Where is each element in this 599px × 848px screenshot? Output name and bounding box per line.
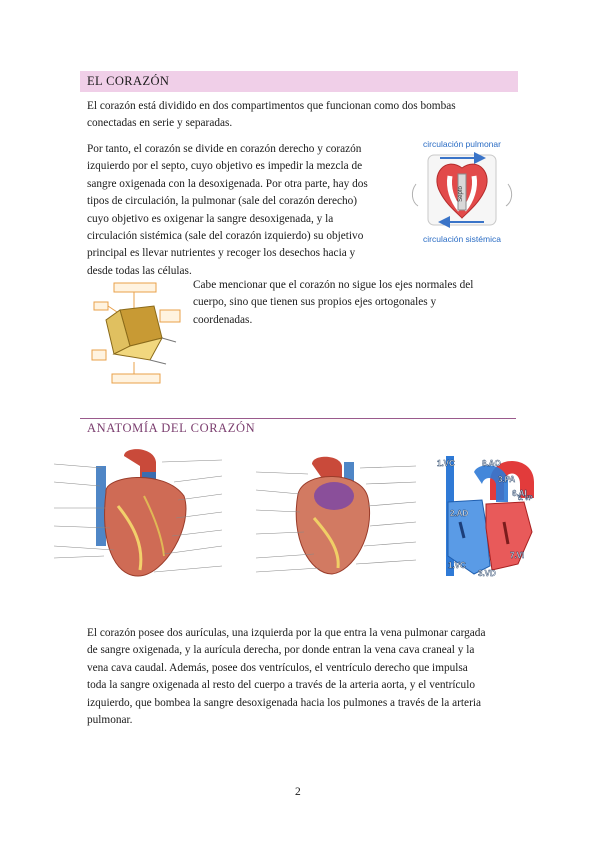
text-line: izquierdo por el septo, cuyo objetivo es impedir la mezcla de (87, 160, 363, 173)
heart-axes-figure (86, 280, 188, 388)
text-line: El corazón posee dos aurículas, una izquierda por la que entra la vena pulmonar cargada (87, 627, 486, 639)
circulation-bottom-label: circulación sistémica (423, 234, 501, 244)
label-3vd: 3.VD (478, 569, 496, 578)
heart-anatomy-anterior-figure (44, 446, 234, 586)
text-line: toda la sangre oxigenada al resto del cuerpo a través de la arteria aorta, y el ventrículo (87, 679, 475, 692)
label-8ao: 8.AO (482, 459, 501, 468)
text-line: sangre oxigenada con la desoxigenada. Por otra parte, hay dos (87, 177, 368, 190)
label-1vc-bottom: 1.VC (448, 561, 466, 570)
text-line: pulmonar. (87, 714, 133, 727)
label-7vi: 7.VI (510, 551, 525, 560)
text-line: El corazón está dividido en dos compartimentos que funcionan como dos bombas (87, 100, 456, 112)
septo-label: Septo (458, 186, 464, 202)
circulation-top-label: circulación pulmonar (423, 139, 501, 149)
paragraph-intro (87, 98, 527, 133)
label-6ai: 6.AI (512, 489, 527, 498)
section-heading-el-corazon: EL CORAZÓN (87, 74, 170, 88)
paragraph-septo (87, 141, 407, 280)
text-line: cuerpo, sino que tienen sus propios ejes ortogonales y (193, 296, 437, 309)
paragraph-ejes (193, 277, 523, 329)
section-divider (80, 418, 516, 419)
section-heading-anatomia: ANATOMÍA DEL CORAZÓN (87, 421, 256, 435)
label-3pa: 3.PA (498, 475, 516, 484)
heart-anatomy-posterior-figure (248, 454, 424, 584)
circulation-figure (406, 136, 518, 246)
text-line: coordenadas. (193, 313, 253, 326)
text-line: circulación sistémica (sale del corazón izquierdo) su objetivo (87, 230, 364, 243)
text-line: principal es llevar nutrientes y recoger los desechos hacia y (87, 247, 356, 260)
heart-chambers-diagram (434, 452, 534, 580)
paragraph-auriculas (87, 625, 527, 729)
text-line: desde todas las células. (87, 264, 192, 277)
text-line: tipos de circulación, la pulmonar (sale del corazón derecho) (87, 195, 358, 208)
text-line: izquierdo, que bombea la sangre desoxigenada hacia los pulmones a través de la arteria (87, 696, 481, 709)
text-line: Por tanto, el corazón se divide en corazón derecho y corazón (87, 143, 362, 155)
text-line: conectadas en serie y separadas. (87, 117, 233, 130)
text-line: de sangre oxigenada, y la aurícula derecha, por donde entran la vena cava craneal y la (87, 644, 475, 657)
text-line: cuyo objetivo es oxigenar la sangre desoxigenada, y la (87, 212, 334, 225)
label-5vp: 5. VP (518, 496, 533, 502)
text-line: Cabe mencionar que el corazón no sigue los ejes normales del (193, 279, 474, 291)
label-1vc-top: 1.VC (437, 459, 455, 468)
label-2ad: 2.AD (450, 509, 469, 518)
page-number: 2 (295, 786, 301, 798)
text-line: vena cava caudal. Además, posee dos ventrículos, el ventrículo derecho que impulsa (87, 661, 468, 674)
